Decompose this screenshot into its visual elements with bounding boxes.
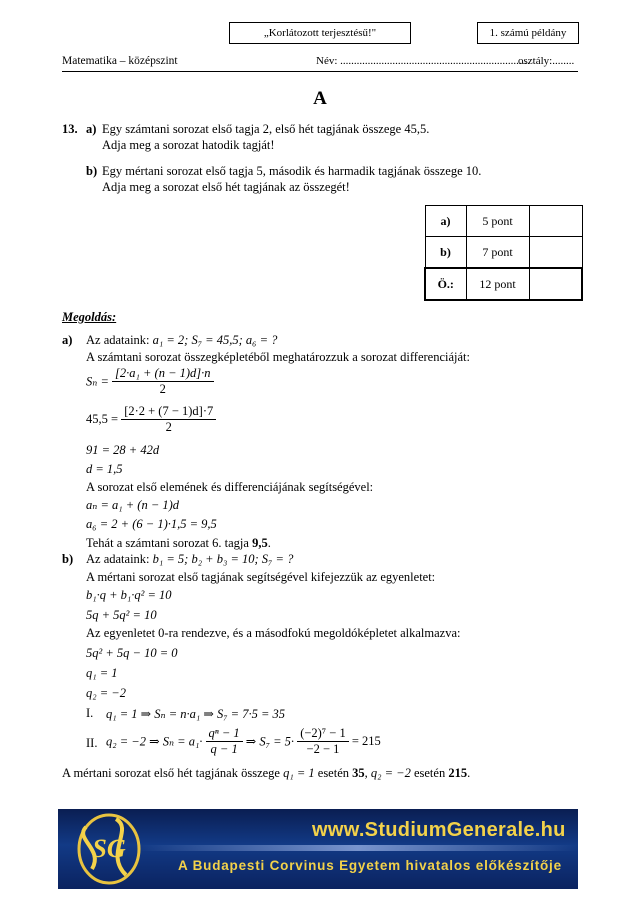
- case2-part-c: = 215: [351, 734, 381, 748]
- sol-a-data-math: a₁ = 2; S₇ = 45,5; a₆ = ?: [152, 333, 278, 347]
- case2-fraction1: [206, 726, 243, 757]
- restricted-label: „Korlátozott terjesztésű!": [263, 27, 377, 39]
- sol-b-case2: [106, 726, 381, 757]
- sol-b-data-prefix: Az adataink:: [86, 552, 150, 566]
- score-points: 12 pont: [466, 268, 529, 300]
- part-a-label: a): [86, 122, 97, 136]
- fraction-denominator: 2: [159, 382, 166, 396]
- solution-title: Megoldás:: [62, 310, 117, 324]
- sol-a-eq3: 91 = 28 + 42d: [86, 443, 160, 457]
- score-earned: [529, 206, 582, 237]
- sol-a-formula1: [86, 366, 214, 397]
- fraction-numerator: qⁿ − 1: [206, 726, 243, 742]
- sol-b-eq3: b₁·q + b₁·q² = 10: [86, 588, 172, 602]
- final-text: A mértani sorozat első hét tagjának összege: [62, 766, 284, 780]
- sol-a-data: [86, 333, 277, 348]
- score-label: a): [425, 206, 466, 237]
- case2-part-b: ⇒ S₇ = 5·: [245, 734, 295, 749]
- score-points: 7 pont: [466, 237, 529, 269]
- footer-banner: [58, 809, 578, 889]
- fraction-denominator: q − 1: [210, 742, 238, 756]
- logo-letters: SG: [92, 834, 126, 863]
- final-text: ,: [364, 766, 371, 780]
- fraction-numerator: [2·a₁ + (n − 1)d]·n: [112, 366, 214, 382]
- score-row-a: [425, 206, 582, 237]
- fraction-denominator: −2 − 1: [306, 742, 340, 756]
- formula-lhs: Sₙ =: [86, 374, 109, 389]
- sol-a-eq7: a₆ = 2 + (6 − 1)·1,5 = 9,5: [86, 517, 217, 531]
- sg-logo-icon: [64, 809, 154, 889]
- restricted-box: [229, 22, 411, 44]
- case2-fraction2: [297, 726, 349, 757]
- sol-b-label: b): [62, 552, 74, 566]
- header-divider: [62, 71, 578, 72]
- final-text: esetén: [410, 766, 449, 780]
- final-q2: q₂ = −2: [370, 766, 411, 780]
- footer-url[interactable]: www.StudiumGenerale.hu: [312, 819, 566, 841]
- fraction-numerator: [2·2 + (7 − 1)d]·7: [121, 404, 216, 420]
- conclusion-value: 9,5: [252, 536, 268, 550]
- sol-b-data: [86, 552, 293, 567]
- sol-a-label: a): [62, 333, 73, 347]
- sol-a-conclusion: [86, 536, 271, 551]
- formula-fraction: [121, 404, 216, 435]
- score-label: b): [425, 237, 466, 269]
- score-row-total: [425, 268, 582, 300]
- formula-lhs: 45,5 =: [86, 412, 119, 426]
- fraction-numerator: (−2)⁷ − 1: [297, 726, 349, 742]
- score-row-b: [425, 237, 582, 269]
- sol-b-line5: Az egyenletet 0-ra rendezve, és a másodfokú megoldóképletet alkalmazva:: [86, 626, 461, 640]
- sol-b-eq8: q₂ = −2: [86, 686, 126, 700]
- score-label: Ö.:: [425, 268, 466, 300]
- subject-label: Matematika – középszint: [62, 55, 178, 67]
- score-earned: [529, 237, 582, 269]
- conclusion-text: Tehát a számtani sorozat 6. tagja: [86, 536, 253, 550]
- sol-a-line2: A számtani sorozat összegképletéből meghatározzuk a sorozat differenciáját:: [86, 350, 470, 364]
- score-table: [424, 205, 583, 301]
- final-text: .: [467, 766, 471, 780]
- name-field-label: Név: .....................................................................: [316, 55, 530, 67]
- part-a-line1: Egy számtani sorozat első tagja 2, első hét tagjának összege 45,5.: [102, 122, 430, 136]
- final-value-1: 35: [352, 766, 365, 780]
- sol-b-line2: A mértani sorozat első tagjának segítségével kifejezzük az egyenletet:: [86, 570, 436, 584]
- problem-number: 13.: [62, 122, 78, 136]
- footer-tagline: A Budapesti Corvinus Egyetem hivatalos előkészítője: [178, 858, 562, 873]
- sol-a-eq4: d = 1,5: [86, 462, 123, 476]
- sol-b-eq6: 5q² + 5q − 10 = 0: [86, 646, 178, 660]
- sol-b-case2-label: II.: [86, 736, 98, 750]
- score-points: 5 pont: [466, 206, 529, 237]
- part-b-line1: Egy mértani sorozat első tagja 5, második és harmadik tagjának összege 10.: [102, 164, 482, 178]
- sol-b-data-math: b₁ = 5; b₂ + b₃ = 10; S₇ = ?: [152, 552, 294, 566]
- score-earned: [529, 268, 582, 300]
- fraction-denominator: 2: [165, 420, 172, 434]
- banner-streak: [138, 845, 578, 851]
- conclusion-end: .: [267, 536, 271, 550]
- sol-b-eq4: 5q + 5q² = 10: [86, 608, 157, 622]
- final-value-2: 215: [448, 766, 468, 780]
- final-answer: [62, 766, 470, 781]
- class-field-label: osztály:........: [518, 55, 575, 67]
- sol-b-eq7: q₁ = 1: [86, 666, 118, 680]
- sol-a-formula2: [86, 404, 216, 435]
- copy-box: [477, 22, 579, 44]
- part-b-line2: Adja meg a sorozat első hét tagjának az összegét!: [102, 180, 350, 194]
- final-text: esetén: [314, 766, 353, 780]
- sol-a-eq6: aₙ = a₁ + (n − 1)d: [86, 498, 180, 512]
- part-a-line2: Adja meg a sorozat hatodik tagját!: [102, 138, 275, 152]
- sol-a-data-prefix: Az adataink:: [86, 333, 150, 347]
- case2-part-a: q₂ = −2 ⇒ Sₙ = a₁·: [106, 734, 203, 749]
- sol-b-case1-label: I.: [86, 706, 94, 720]
- sol-b-case1: q₁ = 1 ⇒ Sₙ = n·a₁ ⇒ S₇ = 7·5 = 35: [106, 707, 286, 721]
- sol-a-line5: A sorozat első elemének és differenciájának segítségével:: [86, 480, 374, 494]
- final-q1: q₁ = 1: [283, 766, 315, 780]
- variant-letter: A: [313, 88, 327, 109]
- formula-fraction: [112, 366, 214, 397]
- part-b-label: b): [86, 164, 98, 178]
- copy-label: 1. számú példány: [489, 27, 567, 39]
